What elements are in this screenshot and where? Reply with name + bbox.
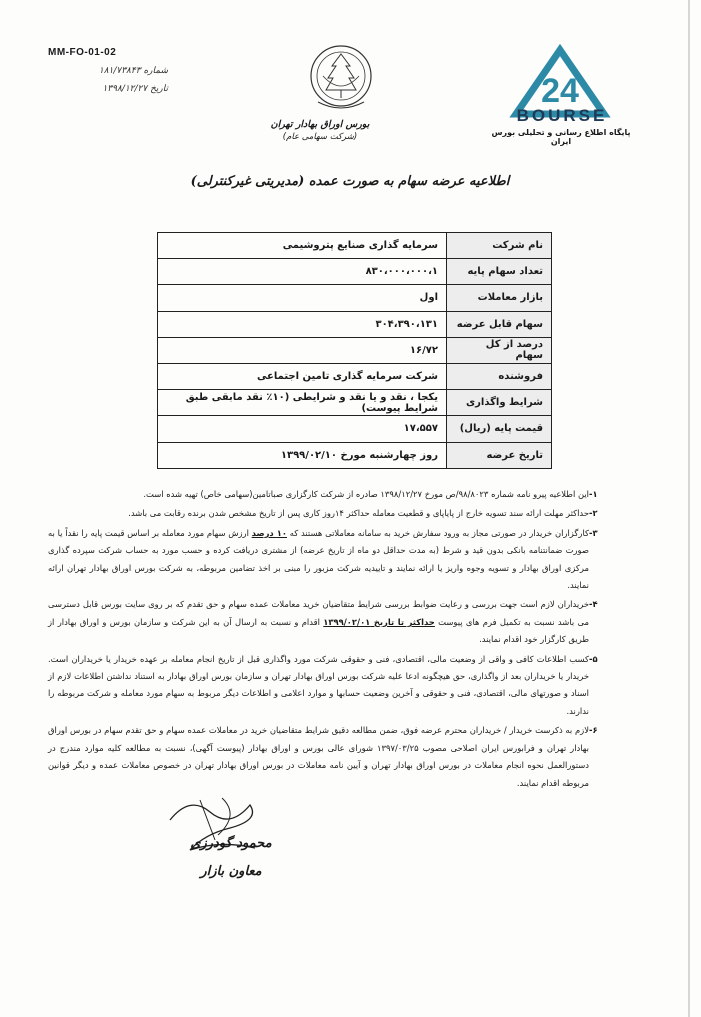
item-text-emphasis: ۱۰ درصد — [251, 527, 287, 538]
document-codes — [48, 44, 168, 98]
table-row — [158, 259, 552, 285]
row-label: بازار معاملات — [447, 285, 552, 311]
document-title: اطلاعیه عرضه سهام به صورت عمده (مدیریتی غیرکنترلی) — [190, 174, 510, 189]
item-text: لازم به ذکرست خریدار / خریداران محترم عرضه فوق، ضمن مطالعه دقیق شرایط متقاضیان خرید در معاملات عمده سهام و حق تقدم سهام در بورس اوراق بهادار تهران و فرابورس ایران اصلاحی مصوب ۱۳۹۷/۰۳/۲۵ شورای عالی بورس و اوراق بهادار (پیوست آگهی)، نسبت به مطالعه کلیه موارد مندرج در دستورالعمل نحوه انجام معاملات در بورس اوراق بهادار تهران و آیین نامه معاملات در بورس اوراق بهادار تهران در خصوص معاملات عمده و دیگر قوانین مربوطه اقدام نمایند. — [48, 725, 589, 788]
row-value: شرکت سرمایه گذاری تامین اجتماعی — [158, 363, 447, 389]
row-label: فروشنده — [447, 363, 552, 389]
row-value: اول — [158, 285, 447, 311]
signatory-title: معاون بازار — [200, 864, 262, 879]
letter-number: شماره ۱۸۱/۷۳۸۴۳ — [98, 66, 168, 76]
item-text: کسب اطلاعات کافی و واقی از وضعیت مالی، اقتصادی، فنی و حقوقی شرکت مورد واگذاری قبل از تاریخ انجام معامله بر عهده خریدار یا خریداران است. خریدار یا خریداران بعد از واگذاری، حق هیچگونه ادعا علیه شرکت بورس اوراق بهادار تهران و سازمان بورس اوراق بهادار به استناد نداشتن اطلاعات لازم از اسناد و صورتهای مالی، اقتصادی، فنی و حقوقی و آخرین وضعیت حسابها و موارد اعلامی و اطلاعات دیگر مربوط به سهام مورد معامله و شرکت مربوطه را ندارند. — [48, 653, 589, 716]
table-row — [158, 363, 552, 389]
row-value: ۱۷،۵۵۷ — [158, 416, 447, 442]
item-text-emphasis: حداکثر تا تاریخ ۱۳۹۹/۰۲/۰۱ — [323, 616, 435, 627]
letter-date: تاریخ ۱۳۹۸/۱۲/۲۷ — [102, 84, 168, 94]
item-text — [48, 596, 589, 648]
exchange-emblem-icon — [298, 36, 384, 122]
item-text: حداکثر مهلت ارائه سند تسویه خارج از پایاپای و قطعیت معامله حداکثر ۱۴روز کاری پس از تاریخ مشخص شدن برنده رقابت می باشد. — [128, 508, 589, 519]
item-number: -۴ — [589, 599, 598, 610]
terms-list — [48, 486, 611, 794]
row-value: ۱۶/۷۲ — [158, 337, 447, 363]
logo-tagline: پایگاه اطلاع رسانی و تحلیلی بورس ایران — [491, 128, 631, 146]
item-number: -۵ — [589, 653, 598, 664]
item-number: -۳ — [589, 527, 598, 538]
row-value: روز چهارشنبه مورخ ۱۳۹۹/۰۲/۱۰ — [158, 442, 447, 468]
row-value: یکجا ، نقد و یا نقد و شرایطی (۱۰٪ نقد مابقی طبق شرایط پیوست) — [158, 390, 447, 416]
row-label: قیمت پایه (ریال) — [447, 416, 552, 442]
item-number: -۲ — [589, 508, 598, 519]
offering-info-table — [157, 232, 552, 469]
list-item — [48, 596, 611, 648]
row-label: نام شرکت — [447, 233, 552, 259]
signatory — [186, 830, 276, 886]
row-value: ۳۰۴،۳۹۰،۱۳۱ — [158, 311, 447, 337]
exchange-name — [270, 118, 370, 144]
item-text-part: کارگزاران خریدار در صورتی مجاز به ورود سفارش خرید به سامانه معاملاتی هستند که — [286, 527, 589, 538]
row-label: شرایط واگذاری — [447, 390, 552, 416]
table-row — [158, 390, 552, 416]
list-item — [48, 651, 611, 721]
list-item — [48, 486, 611, 503]
page-edge — [688, 0, 690, 1017]
item-text-part: ارزش سهام مورد معامله بر اساس قیمت پایه را نقداً یا به صورت ضمانتنامه بانکی بدون قید و شرط (به مدت حداقل دو ماه از تاریخ عرضه) از مشتری دریافت کرده و حسب مورد به حساب شرکت سپرده گذاری مرکزی اوراق بهادار و تسویه وجوه واریز یا ارائه نمایند و تاییدیه شرکت مزبور را مبنی بر اخذ تضامین مربوطه، به شرکت بورس اوراق بهادار تهران ارائه نمایند. — [48, 527, 589, 591]
table-row — [158, 233, 552, 259]
table-row — [158, 442, 552, 468]
item-number: -۶ — [589, 725, 598, 736]
row-label: تاریخ عرضه — [447, 442, 552, 468]
item-text — [48, 525, 589, 595]
signatory-name: محمود گودرزی — [190, 836, 272, 851]
table-row — [158, 311, 552, 337]
row-value: ۸۳۰،۰۰۰،۰۰۰،۱ — [158, 259, 447, 285]
table-row — [158, 416, 552, 442]
item-text-part: اقدام و نسبت به ارسال آن به این شرکت و سازمان بورس و اوراق بهادار از طریق کارگزار خود اقدام نمایند. — [48, 616, 589, 645]
list-item — [48, 505, 611, 522]
list-item — [48, 722, 611, 792]
exchange-name-sub: (شرکت سهامی عام) — [282, 132, 358, 142]
table-row — [158, 337, 552, 363]
list-item — [48, 525, 611, 595]
row-label: درصد از کل سهام — [447, 337, 552, 363]
row-label: تعداد سهام پایه — [447, 259, 552, 285]
item-text-part: خریداران لازم است جهت بررسی و رعایت ضوابط بررسی شرایط متقاضیان خرید معاملات عمده سهام و حق تقدم که بر روی سایت بورس قابل دسترسی می باشد نسبت به تکمیل فرم های پیوست — [48, 599, 589, 627]
logo-word: BOURSE — [516, 106, 608, 125]
row-value: سرمایه گذاری صنایع پتروشیمی — [158, 233, 447, 259]
logo-number: 24 — [541, 72, 579, 110]
exchange-name-main: بورس اوراق بهادار تهران — [270, 119, 370, 130]
form-code: MM-FO-01-02 — [48, 47, 117, 58]
row-label: سهام قابل عرضه — [447, 311, 552, 337]
item-number: -۱ — [589, 489, 598, 499]
item-text: این اطلاعیه پیرو نامه شماره ۹۸/۸۰۲۳/ص مورخ ۱۳۹۸/۱۲/۲۷ صادره از شرکت کارگزاری صباتامین(سهامی خاص) تهیه شده است. — [143, 489, 589, 499]
table-row — [158, 285, 552, 311]
